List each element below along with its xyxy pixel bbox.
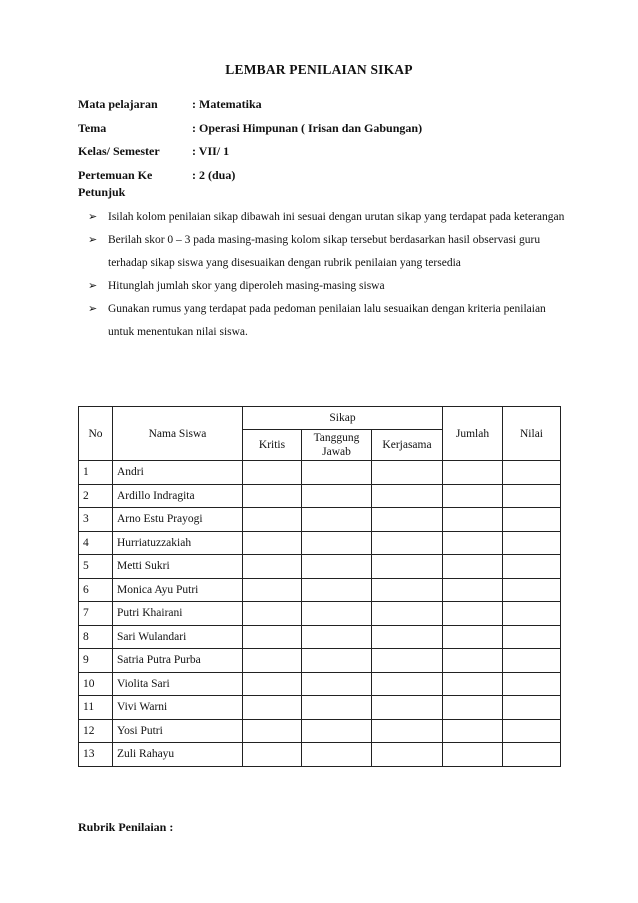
- cell-nilai[interactable]: [503, 696, 561, 720]
- header-kritis: Kritis: [243, 430, 302, 461]
- cell-tanggung-jawab[interactable]: [302, 719, 372, 743]
- cell-nilai[interactable]: [503, 625, 561, 649]
- cell-no: 12: [79, 719, 113, 743]
- assessment-table: [78, 406, 561, 767]
- info-value: : VII/ 1: [192, 144, 230, 159]
- header-sikap: Sikap: [243, 407, 443, 430]
- info-value: : 2 (dua): [192, 167, 236, 182]
- cell-kerjasama[interactable]: [372, 743, 443, 767]
- cell-kritis[interactable]: [243, 578, 302, 602]
- petunjuk-list: [88, 206, 566, 344]
- cell-jumlah[interactable]: [443, 602, 503, 626]
- cell-no: 5: [79, 555, 113, 579]
- cell-no: 3: [79, 508, 113, 532]
- cell-no: 4: [79, 531, 113, 555]
- cell-kritis[interactable]: [243, 719, 302, 743]
- cell-jumlah[interactable]: [443, 719, 503, 743]
- cell-nilai[interactable]: [503, 602, 561, 626]
- cell-nama-siswa: Putri Khairani: [113, 602, 243, 626]
- info-value: : Operasi Himpunan ( Irisan dan Gabungan): [192, 120, 423, 135]
- cell-tanggung-jawab[interactable]: [302, 484, 372, 508]
- cell-nama-siswa: Metti Sukri: [113, 555, 243, 579]
- cell-kerjasama[interactable]: [372, 625, 443, 649]
- table-body: [79, 461, 561, 767]
- cell-tanggung-jawab[interactable]: [302, 649, 372, 673]
- cell-kritis[interactable]: [243, 602, 302, 626]
- cell-no: 10: [79, 672, 113, 696]
- cell-kerjasama[interactable]: [372, 484, 443, 508]
- cell-tanggung-jawab[interactable]: [302, 578, 372, 602]
- cell-nilai[interactable]: [503, 555, 561, 579]
- cell-kritis[interactable]: [243, 625, 302, 649]
- cell-nilai[interactable]: [503, 672, 561, 696]
- petunjuk-text: Berilah skor 0 – 3 pada masing-masing kolom sikap tersebut berdasarkan hasil observasi guru terhadap sikap siswa yang disesuaikan dengan rubrik penilaian yang tersedia: [108, 234, 541, 269]
- info-label: Mata pelajaran: [78, 97, 158, 112]
- table-row: [79, 625, 561, 649]
- cell-nilai[interactable]: [503, 531, 561, 555]
- cell-tanggung-jawab[interactable]: [302, 696, 372, 720]
- cell-tanggung-jawab[interactable]: [302, 508, 372, 532]
- cell-kerjasama[interactable]: [372, 531, 443, 555]
- cell-tanggung-jawab[interactable]: [302, 672, 372, 696]
- info-label: Pertemuan Ke: [78, 167, 153, 182]
- cell-nama-siswa: Ardillo Indragita: [113, 484, 243, 508]
- cell-nilai[interactable]: [503, 649, 561, 673]
- table-row: [79, 672, 561, 696]
- page-title: LEMBAR PENILAIAN SIKAP: [225, 62, 413, 77]
- table-row: [79, 555, 561, 579]
- cell-nama-siswa: Zuli Rahayu: [113, 743, 243, 767]
- cell-tanggung-jawab[interactable]: [302, 625, 372, 649]
- cell-nilai[interactable]: [503, 508, 561, 532]
- cell-kritis[interactable]: [243, 484, 302, 508]
- cell-no: 2: [79, 484, 113, 508]
- table-row: [79, 743, 561, 767]
- info-label: Tema: [78, 120, 107, 135]
- cell-kerjasama[interactable]: [372, 696, 443, 720]
- cell-kritis[interactable]: [243, 696, 302, 720]
- cell-no: 9: [79, 649, 113, 673]
- cell-nama-siswa: Violita Sari: [113, 672, 243, 696]
- arrow-bullet-icon: ➢: [88, 303, 98, 315]
- header-jumlah: Jumlah: [443, 407, 503, 461]
- cell-nama-siswa: Vivi Warni: [113, 696, 243, 720]
- cell-tanggung-jawab[interactable]: [302, 743, 372, 767]
- petunjuk-item: [88, 206, 566, 229]
- info-row-mapel: [78, 93, 422, 117]
- header-nama-siswa: Nama Siswa: [113, 407, 243, 461]
- table-row: [79, 508, 561, 532]
- cell-kerjasama[interactable]: [372, 649, 443, 673]
- cell-jumlah[interactable]: [443, 461, 503, 485]
- cell-jumlah[interactable]: [443, 696, 503, 720]
- cell-kritis[interactable]: [243, 508, 302, 532]
- cell-no: 11: [79, 696, 113, 720]
- petunjuk-item: [88, 275, 566, 298]
- cell-kritis[interactable]: [243, 672, 302, 696]
- cell-jumlah[interactable]: [443, 555, 503, 579]
- table-row: [79, 578, 561, 602]
- cell-jumlah[interactable]: [443, 578, 503, 602]
- header-no: No: [79, 407, 113, 461]
- petunjuk-text: Isilah kolom penilaian sikap dibawah ini sesuai dengan urutan sikap yang terdapat pada keterangan: [108, 211, 565, 223]
- arrow-bullet-icon: ➢: [88, 234, 98, 246]
- table-row: [79, 531, 561, 555]
- cell-kritis[interactable]: [243, 649, 302, 673]
- cell-kritis[interactable]: [243, 531, 302, 555]
- cell-jumlah[interactable]: [443, 649, 503, 673]
- cell-tanggung-jawab[interactable]: [302, 602, 372, 626]
- cell-no: 8: [79, 625, 113, 649]
- table-row: [79, 649, 561, 673]
- cell-jumlah[interactable]: [443, 484, 503, 508]
- info-row-kelas: [78, 140, 422, 164]
- table-row: [79, 719, 561, 743]
- cell-jumlah[interactable]: [443, 672, 503, 696]
- info-label: Kelas/ Semester: [78, 144, 160, 159]
- cell-no: 13: [79, 743, 113, 767]
- cell-kritis[interactable]: [243, 743, 302, 767]
- petunjuk-item: [88, 298, 566, 344]
- cell-jumlah[interactable]: [443, 531, 503, 555]
- cell-nilai[interactable]: [503, 461, 561, 485]
- petunjuk-text: Hitunglah jumlah skor yang diperoleh masing-masing siswa: [108, 280, 385, 292]
- cell-nilai[interactable]: [503, 578, 561, 602]
- cell-nama-siswa: Andri: [113, 461, 243, 485]
- cell-kerjasama[interactable]: [372, 719, 443, 743]
- cell-nama-siswa: Hurriatuzzakiah: [113, 531, 243, 555]
- cell-jumlah[interactable]: [443, 743, 503, 767]
- header-nilai: Nilai: [503, 407, 561, 461]
- header-tanggung-jawab: Tanggung Jawab: [302, 430, 372, 461]
- cell-kerjasama[interactable]: [372, 602, 443, 626]
- cell-nama-siswa: Sari Wulandari: [113, 625, 243, 649]
- cell-tanggung-jawab[interactable]: [302, 461, 372, 485]
- cell-kerjasama[interactable]: [372, 555, 443, 579]
- cell-jumlah[interactable]: [443, 508, 503, 532]
- cell-tanggung-jawab[interactable]: [302, 531, 372, 555]
- cell-nama-siswa: Monica Ayu Putri: [113, 578, 243, 602]
- petunjuk-heading: Petunjuk: [78, 185, 126, 199]
- table-row: [79, 696, 561, 720]
- cell-kerjasama[interactable]: [372, 508, 443, 532]
- info-row-pertemuan: [78, 164, 422, 188]
- cell-nilai[interactable]: [503, 743, 561, 767]
- cell-nama-siswa: Satria Putra Purba: [113, 649, 243, 673]
- table-row: [79, 602, 561, 626]
- cell-nilai[interactable]: [503, 484, 561, 508]
- cell-kritis[interactable]: [243, 555, 302, 579]
- cell-tanggung-jawab[interactable]: [302, 555, 372, 579]
- rubrik-heading: Rubrik Penilaian :: [78, 820, 174, 834]
- table-row: [79, 461, 561, 485]
- cell-kerjasama[interactable]: [372, 578, 443, 602]
- arrow-bullet-icon: ➢: [88, 280, 98, 292]
- cell-jumlah[interactable]: [443, 625, 503, 649]
- petunjuk-text: Gunakan rumus yang terdapat pada pedoman penilaian lalu sesuaikan dengan kriteria penilaian untuk menentukan nilai siswa.: [108, 303, 546, 338]
- cell-nama-siswa: Yosi Putri: [113, 719, 243, 743]
- cell-nilai[interactable]: [503, 719, 561, 743]
- cell-nama-siswa: Arno Estu Prayogi: [113, 508, 243, 532]
- cell-kritis[interactable]: [243, 461, 302, 485]
- info-block: [78, 93, 422, 187]
- info-value: : Matematika: [192, 97, 262, 112]
- cell-no: 1: [79, 461, 113, 485]
- arrow-bullet-icon: ➢: [88, 211, 98, 223]
- header-kerjasama: Kerjasama: [372, 430, 443, 461]
- cell-no: 7: [79, 602, 113, 626]
- cell-kerjasama[interactable]: [372, 461, 443, 485]
- table-row: [79, 484, 561, 508]
- cell-kerjasama[interactable]: [372, 672, 443, 696]
- petunjuk-item: [88, 229, 566, 275]
- info-row-tema: [78, 117, 422, 141]
- cell-no: 6: [79, 578, 113, 602]
